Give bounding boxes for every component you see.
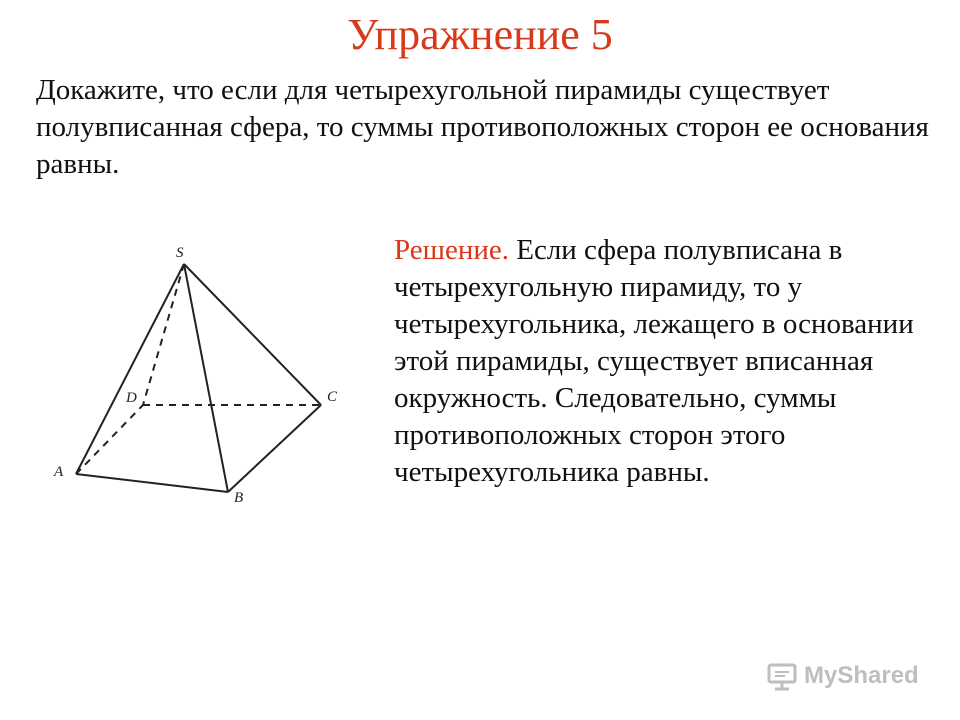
edge-SD — [143, 264, 184, 405]
edge-BC — [228, 405, 321, 492]
solution-label: Решение. — [394, 234, 509, 266]
edge-AB — [76, 474, 228, 492]
vertex-label-B: B — [234, 490, 244, 506]
vertex-label-C: C — [327, 389, 338, 405]
pyramid-diagram — [40, 230, 360, 530]
problem-statement: Докажите, что если для четырехугольной пирамиды существует полувписанная сфера, то суммы противоположных сторон ее основания равны. — [36, 74, 929, 180]
vertex-label-D: D — [126, 390, 137, 406]
presentation-board-icon — [766, 660, 798, 692]
slide-title: Упражнение 5 — [347, 10, 613, 59]
watermark-text: MyShared — [804, 662, 919, 689]
solution-body: Если сфера полувписана в четырехугольную пирамиду, то у четырехугольника, лежащего в основании этой пирамиды, существует вписанная окружность. Следовательно, суммы противоположных сторон этого четырехугольника равны. — [394, 234, 914, 488]
vertex-label-A: A — [54, 464, 64, 480]
edge-SC — [184, 264, 321, 405]
edge-SA — [76, 264, 184, 474]
solution-text — [394, 232, 942, 491]
pyramid-figure — [40, 230, 360, 530]
vertex-label-S: S — [176, 245, 184, 261]
edge-SB — [184, 264, 228, 492]
watermark — [766, 656, 919, 696]
edge-AD — [76, 405, 143, 474]
